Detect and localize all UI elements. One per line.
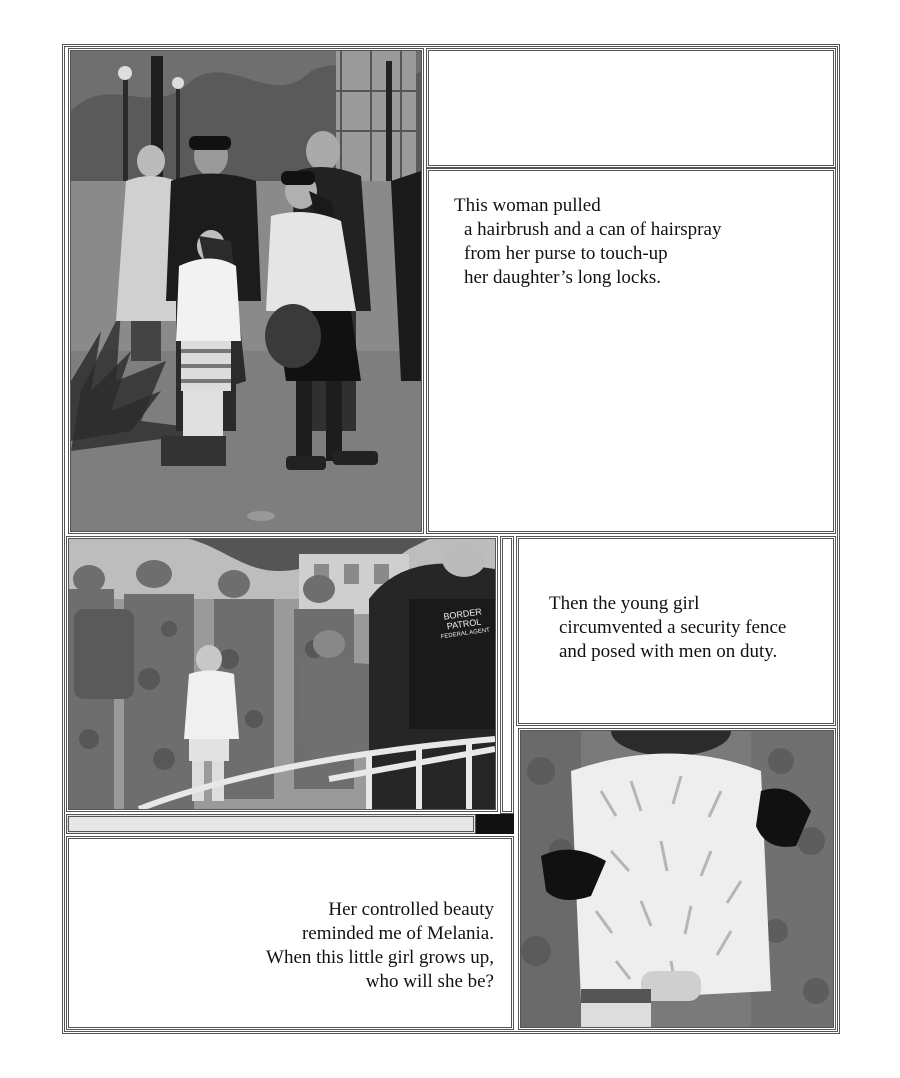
caption-mother <box>454 194 721 290</box>
photo-closeup <box>518 728 836 1030</box>
blank-panel-top <box>426 48 836 168</box>
caption-line: a hairbrush and a can of hairspray <box>464 219 722 240</box>
caption-line: This woman pulled <box>454 195 601 216</box>
caption-line: from her purse to touch-up <box>464 243 668 264</box>
caption-melania <box>266 898 494 994</box>
caption-line: circumvented a security fence <box>559 617 787 638</box>
vest-patch-text: BORDER PATROL FEDERAL AGENT <box>440 606 491 641</box>
photo-mother-daughter <box>68 48 424 534</box>
caption-line: who will she be? <box>365 971 494 992</box>
caption-line: and posed with men on duty. <box>559 641 778 662</box>
caption-line: reminded me of Melania. <box>301 923 494 944</box>
divider-strip <box>500 536 514 814</box>
black-block <box>476 814 514 834</box>
caption-girl-soldiers <box>549 592 786 664</box>
caption-line: When this little girl grows up, <box>266 947 494 968</box>
gray-strip <box>66 814 476 834</box>
caption-line: Then the young girl <box>549 593 700 614</box>
caption-line: her daughter’s long locks. <box>464 267 661 288</box>
photo-soldiers <box>66 536 498 812</box>
caption-line: Her controlled beauty <box>328 899 494 920</box>
